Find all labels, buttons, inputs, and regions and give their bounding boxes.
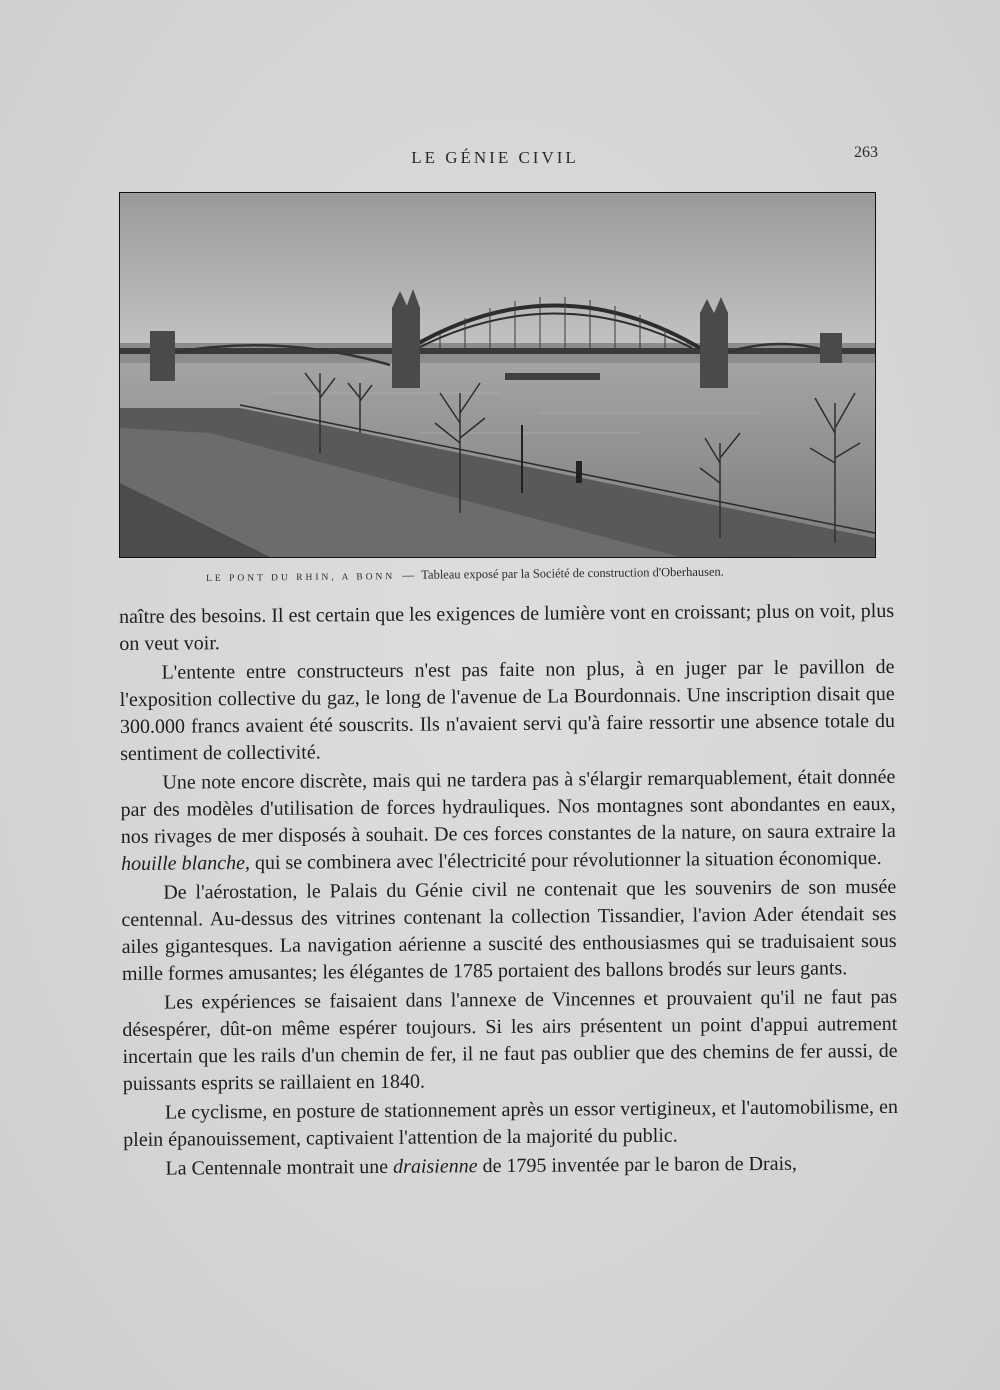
caption-dash: — [402,567,415,582]
paragraph-2: L'entente entre constructeurs n'est pas faite non plus, à en juger par le pavillon de l'exposition collective du gaz, le long de l'avenue de La Bourdonnais. Une inscription disait que 300.000 francs avaient été souscrits. Ils n'avaient servi qu'à faire ressortir une absence totale du sentiment de collectivité. [119,655,896,765]
caption-text: Tableau exposé par la Société de construction d'Oberhausen. [421,564,724,582]
paragraph-6: Le cyclisme, en posture de stationnement après un essor vertigineux, et l'automobilisme, en plein épanouissement, captivaient l'attention de la majorité du public. [123,1095,899,1151]
paragraph-7-emphasis: draisienne [393,1155,478,1178]
figure-caption [206,564,826,585]
running-title: LE GÉNIE CIVIL [411,148,579,167]
paragraph-4: De l'aérostation, le Palais du Génie civil ne contenait que les souvenirs de son musée centennal. Au-dessus des vitrines contenant la collection Tissandier, l'avion Ader étendait ses ailes gigantesques. La navigation aérienne a suscité des enthousiasmes qui se traduisaient sous mille formes amusantes; les élégantes de 1785 portaient des ballons brodés sur leurs gants. [121,875,897,985]
running-head [0,148,1000,168]
paragraph-3-part-a: Une note encore discrète, mais qui ne tardera pas à s'élargir remarquablement, était donnée par des modèles d'utilisation de forces hydrauliques. Nos montagnes sont abondantes en eaux, nos rivages de mer disposés à souhait. De ces forces constantes de la nature, on saura extraire la [120,765,896,848]
paragraph-3 [120,764,896,878]
paragraph-7-part-a: La Centennale montrait une [165,1155,394,1180]
bridge-photograph-illustration [120,193,875,557]
paragraph-7-part-b: de 1795 inventée par le baron de Drais, [477,1152,797,1178]
page-number: 263 [854,144,878,161]
body-text [119,598,899,1183]
paragraph-5: Les expériences se faisaient dans l'annexe de Vincennes et prouvaient qu'il ne faut pas désespérer, dût-on même espérer toujours. Si les airs présentent un point d'appui autrement incertain que les rails d'un chemin de fer, il ne faut pas oublier que des chemins de fer aussi, de puissants esprits se raillaient en 1840. [122,985,898,1095]
bridge-photograph [119,192,876,558]
caption-title: LE PONT DU RHIN, A BONN [206,572,396,584]
paragraph-3-emphasis: houille blanche, [120,851,250,875]
paragraph-3-part-b: qui se combinera avec l'électricité pour révolutionner la situation économique. [249,847,882,874]
paragraph-1: naître des besoins. Il est certain que les exigences de lumière vont en croissant; plus on voit, plus on veut voir. [119,599,895,655]
paragraph-7 [123,1150,898,1183]
